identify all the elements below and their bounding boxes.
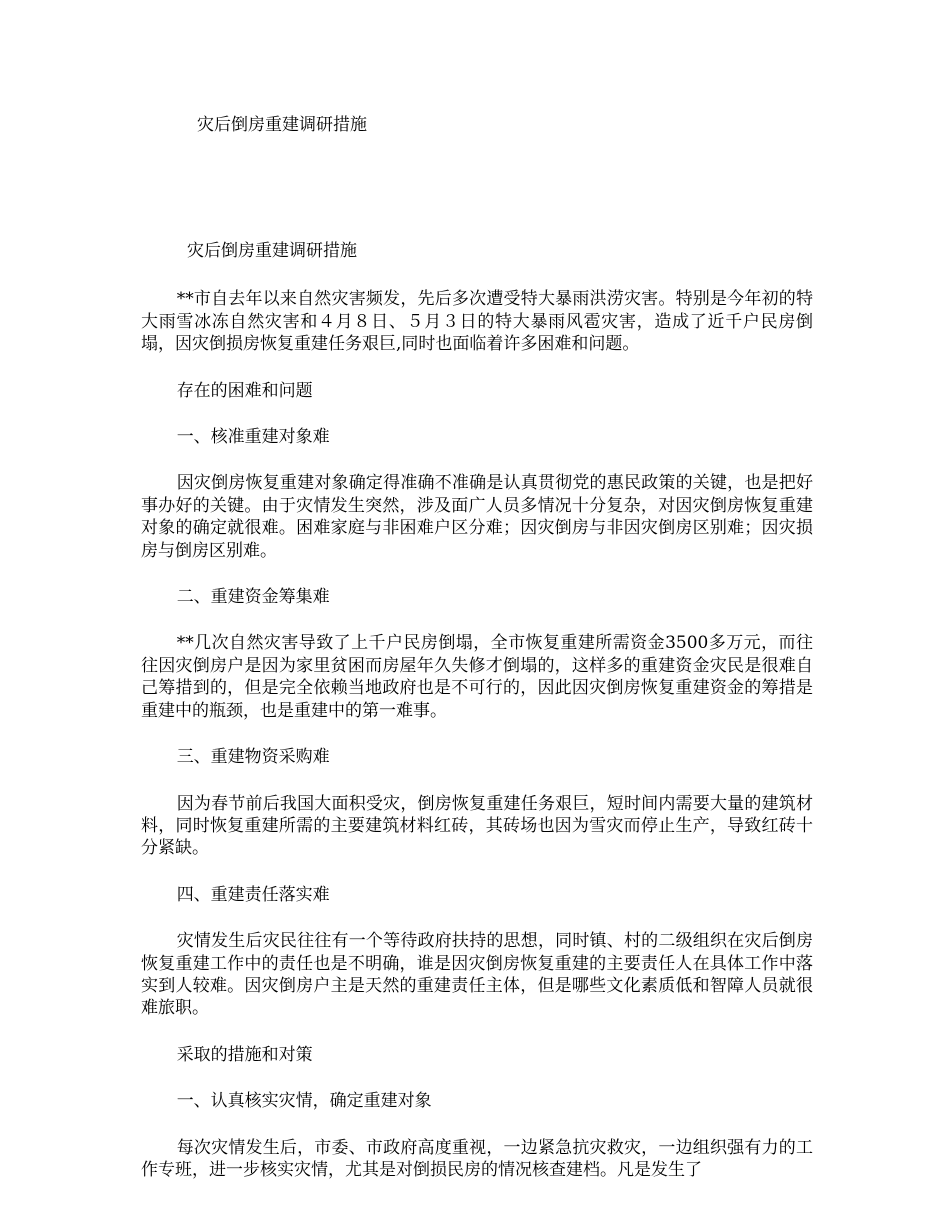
intro-paragraph: **市自去年以来自然灾害频发，先后多次遭受特大暴雨洪涝灾害。特别是今年初的特大雨雪冰冻自然灾害和４月８日、５月３日的特大暴雨风雹灾害，造成了近千户民房倒塌，因灾倒损房恢复重建任务艰巨,同时也面临着许多困难和问题。 [141, 289, 813, 355]
subheading-4: 四、重建责任落实难 [176, 884, 330, 905]
body-paragraph-4: 灾情发生后灾民往往有一个等待政府扶持的思想，同时镇、村的二级组织在灾后倒房恢复重建工作中的责任也是不明确，谁是因灾倒房恢复重建的主要责任人在具体工作中落实到人较难。因灾倒房户主是天然的重建责任主体，但是哪些文化素质低和智障人员就很难旅职。 [141, 931, 813, 1019]
document-title: 灾后倒房重建调研措施 [187, 241, 357, 261]
body-paragraph-2: **几次自然灾害导致了上千户民房倒塌，全市恢复重建所需资金3500多万元，而往往因灾倒房户是因为家里贫困而房屋年久失修才倒塌的，这样多的重建资金灾民是很难自己筹措到的，但是完全依赖当地政府也是不可行的，因此因灾倒房恢复重建资金的筹措是重建中的瓶颈，也是重建中的第一难事。 [141, 633, 813, 721]
body-paragraph-1: 因灾倒房恢复重建对象确定得准确不准确是认真贯彻党的惠民政策的关键，也是把好事办好的关键。由于灾情发生突然，涉及面广人员多情况十分复杂，对因灾倒房恢复重建对象的确定就很难。困难家庭与非困难户区分难；因灾倒房与非因灾倒房区别难；因灾损房与倒房区别难。 [141, 473, 813, 561]
subheading-measure-1: 一、认真核实灾情，确定重建对象 [176, 1091, 432, 1112]
body-paragraph-3: 因为春节前后我国大面积受灾，倒房恢复重建任务艰巨，短时间内需要大量的建筑材料，同时恢复重建所需的主要建筑材料红砖，其砖场也因为雪灾而停止生产，导致红砖十分紧缺。 [141, 793, 813, 859]
subheading-2: 二、重建资金筹集难 [176, 587, 330, 608]
body-paragraph-measure-1: 每次灾情发生后，市委、市政府高度重视，一边紧急抗灾救灾，一边组织强有力的工作专班，进一步核实灾情，尤其是对倒损民房的情况核查建档。凡是发生了 [141, 1137, 813, 1180]
page-header-title: 灾后倒房重建调研措施 [197, 115, 367, 135]
section-heading-problems: 存在的困难和问题 [176, 380, 313, 401]
subheading-3: 三、重建物资采购难 [176, 747, 330, 768]
document-body [141, 240, 813, 1205]
subheading-1: 一、核准重建对象难 [176, 427, 330, 448]
section-heading-measures: 采取的措施和对策 [176, 1044, 313, 1065]
